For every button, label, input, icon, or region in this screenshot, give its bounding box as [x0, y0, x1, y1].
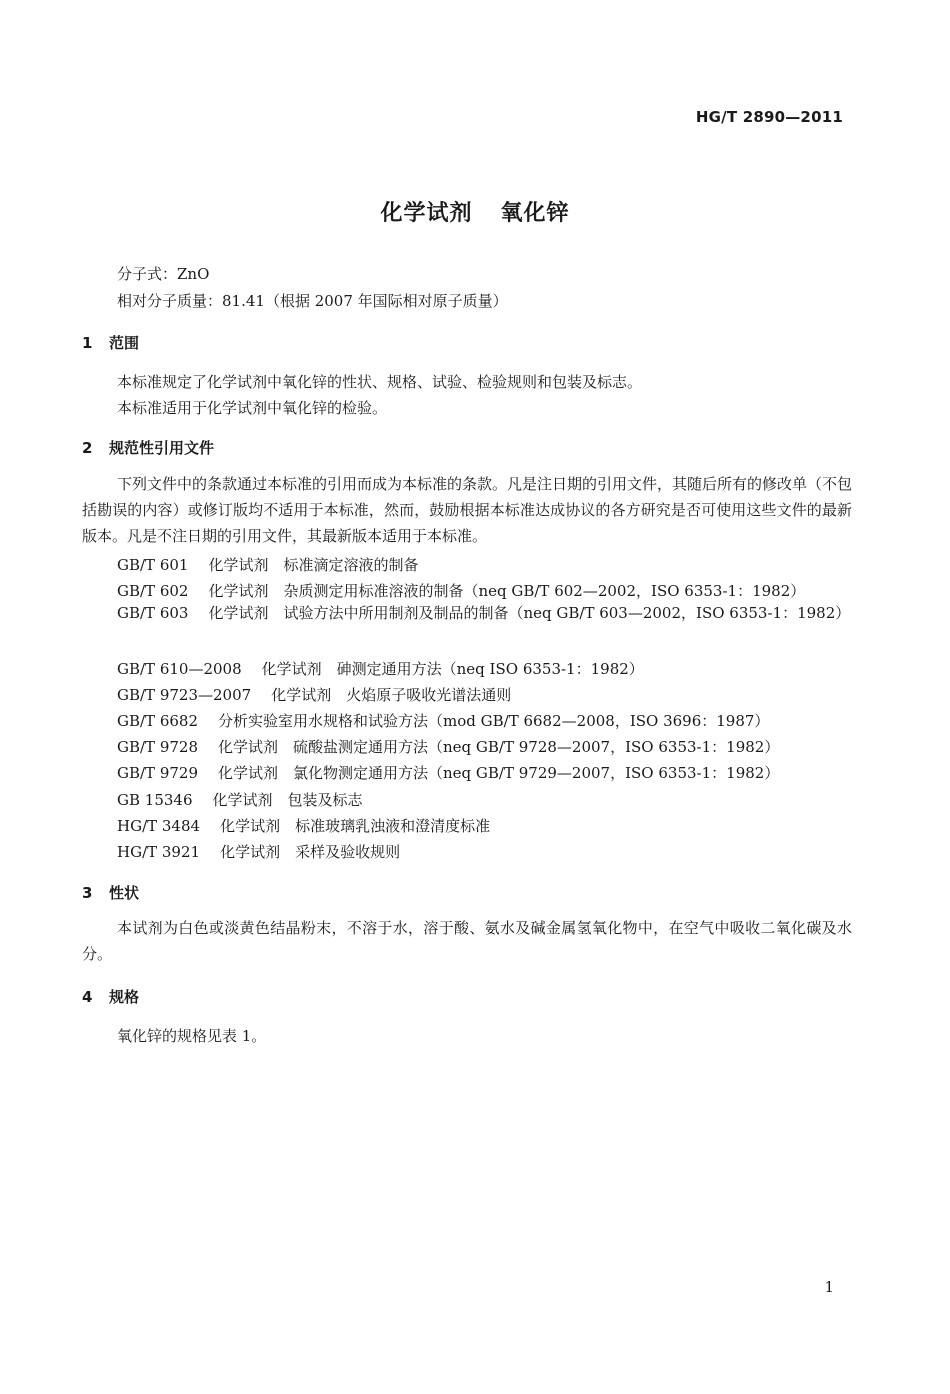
- reference-code: GB/T 9728: [117, 738, 199, 756]
- reference-item: [117, 789, 363, 810]
- section-title: 规范性引用文件: [109, 439, 215, 457]
- section-number: 1: [82, 334, 93, 352]
- reference-text: 分析实验室用水规格和试验方法（mod GB/T 6682—2008，ISO 3696：1987）: [218, 712, 770, 730]
- reference-code: GB/T 9723—2007: [117, 686, 252, 704]
- reference-code: HG/T 3484: [117, 817, 201, 835]
- reference-text: 化学试剂 杂质测定用标准溶液的制备（neq GB/T 602—2002，ISO 6353-1：1982）: [208, 582, 806, 600]
- reference-code: GB/T 603: [117, 604, 189, 622]
- reference-text: 化学试剂 标准滴定溶液的制备: [208, 556, 419, 574]
- reference-code: GB/T 9729: [117, 764, 199, 782]
- section-title: 规格: [109, 988, 140, 1006]
- section-2-heading: [82, 437, 214, 458]
- page-number: 1: [824, 1278, 834, 1296]
- reference-item: [117, 658, 644, 679]
- reference-text: 化学试剂 砷测定通用方法（neq ISO 6353-1：1982）: [261, 660, 644, 678]
- reference-text: 化学试剂 标准玻璃乳浊液和澄清度标准: [220, 817, 491, 835]
- reference-item: [117, 736, 779, 757]
- reference-text: 化学试剂 试验方法中所用制剂及制品的制备（neq GB/T 603—2002，ISO 6353-1：1982）: [208, 604, 851, 622]
- section-4-heading: [82, 986, 139, 1007]
- title-part1: 化学试剂: [380, 201, 473, 226]
- reference-text: 化学试剂 硫酸盐测定通用方法（neq GB/T 9728—2007，ISO 6353-1：1982）: [218, 738, 780, 756]
- reference-code: GB/T 610—2008: [117, 660, 242, 678]
- reference-code: HG/T 3921: [117, 843, 201, 861]
- reference-text: 化学试剂 氯化物测定通用方法（neq GB/T 9729—2007，ISO 6353-1：1982）: [218, 764, 780, 782]
- reference-item: [117, 684, 511, 705]
- reference-text: 化学试剂 采样及验收规则: [220, 843, 401, 861]
- reference-code: GB/T 6682: [117, 712, 199, 730]
- reference-item: [82, 600, 852, 626]
- section-number: 3: [82, 884, 93, 902]
- molecular-mass: 相对分子质量：81.41（根据 2007 年国际相对原子质量）: [117, 292, 508, 310]
- standard-number: HG/T 2890—2011: [695, 108, 843, 126]
- reference-code: GB/T 602: [117, 582, 189, 600]
- reference-item: [117, 841, 400, 862]
- section-number: 2: [82, 439, 93, 457]
- reference-item: [117, 815, 490, 836]
- reference-item: [117, 580, 805, 601]
- document-title: [0, 196, 950, 227]
- section-2-intro: 下列文件中的条款通过本标准的引用而成为本标准的条款。凡是注日期的引用文件，其随后所有的修改单（不包括勘误的内容）或修订版均不适用于本标准，然而，鼓励根据本标准达成协议的各方研究是否可使用这些文件的最新版本。凡是不注日期的引用文件，其最新版本适用于本标准。: [82, 475, 853, 545]
- reference-item: [117, 554, 418, 575]
- reference-text: 化学试剂 包装及标志: [212, 791, 363, 809]
- section-title: 性状: [109, 884, 140, 902]
- section-number: 4: [82, 988, 93, 1006]
- title-part2: 氧化锌: [500, 201, 570, 226]
- section-3-heading: [82, 882, 139, 903]
- section-1-heading: [82, 332, 139, 353]
- section-1-paragraph-1: 本标准规定了化学试剂中氧化锌的性状、规格、试验、检验规则和包装及标志。: [117, 373, 643, 391]
- section-4-paragraph: 氧化锌的规格见表 1。: [117, 1027, 267, 1045]
- section-1-paragraph-2: 本标准适用于化学试剂中氧化锌的检验。: [117, 399, 388, 417]
- reference-code: GB/T 601: [117, 556, 189, 574]
- section-3-paragraph: 本试剂为白色或淡黄色结晶粉末，不溶于水，溶于酸、氨水及碱金属氢氧化物中，在空气中吸收二氧化碳及水分。: [82, 919, 852, 963]
- molecular-formula: 分子式：ZnO: [117, 265, 210, 283]
- reference-item: [117, 762, 779, 783]
- section-title: 范围: [109, 334, 140, 352]
- reference-item: [117, 710, 769, 731]
- reference-text: 化学试剂 火焰原子吸收光谱法通则: [271, 686, 512, 704]
- reference-code: GB 15346: [117, 791, 193, 809]
